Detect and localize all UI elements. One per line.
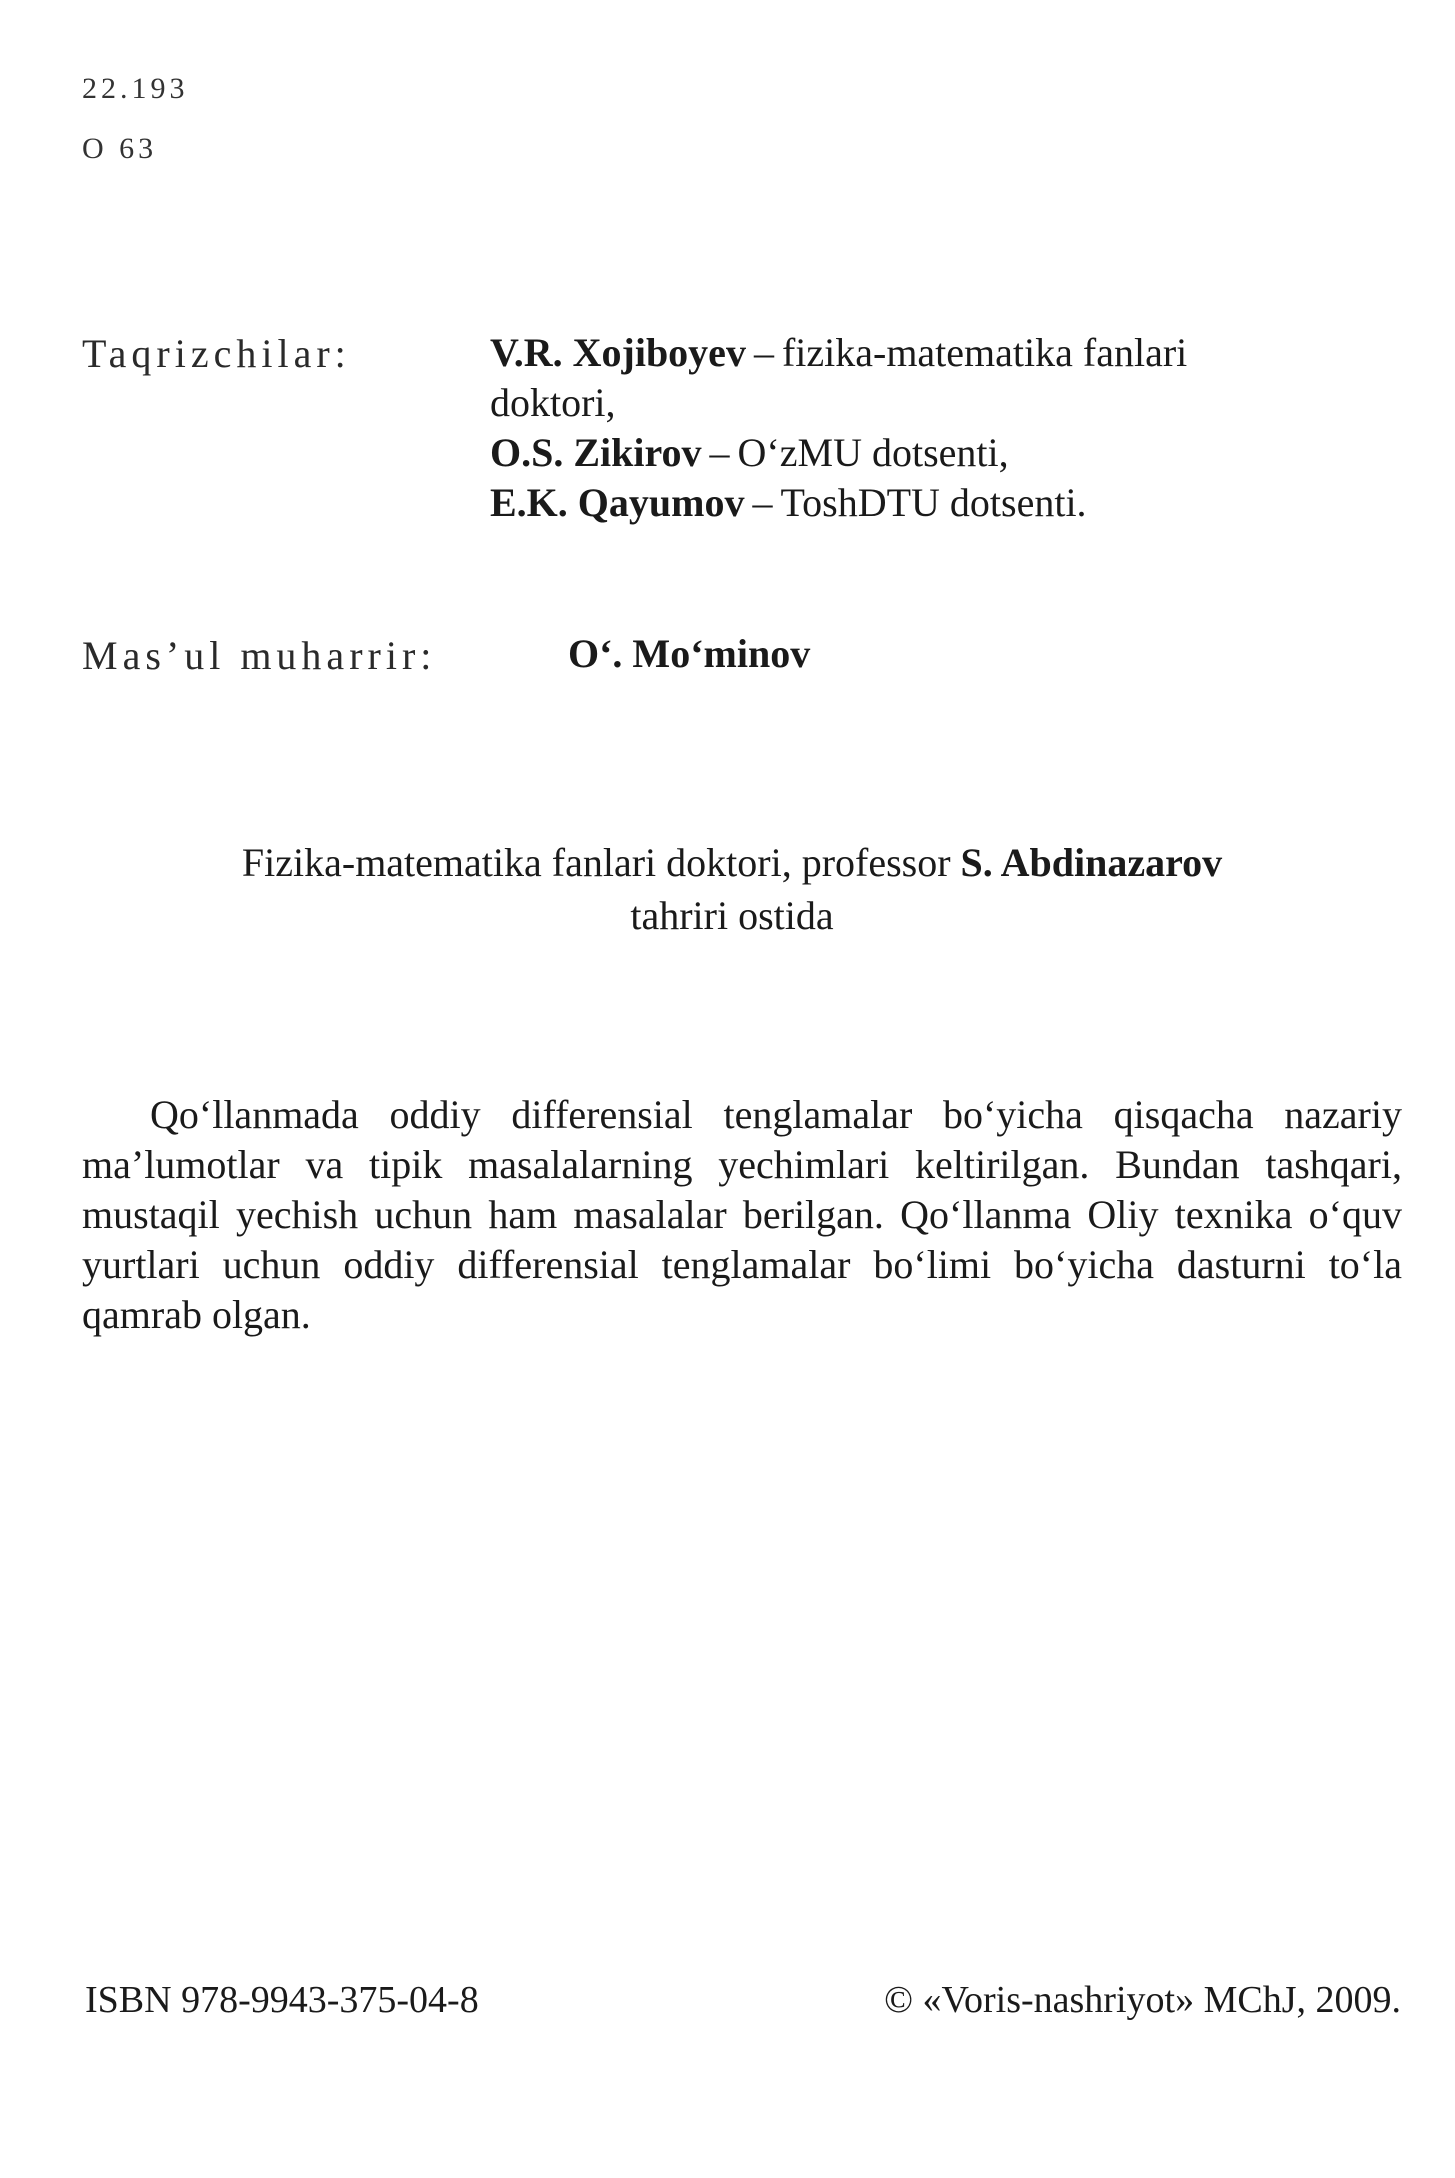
copyright: © «Voris-nashriyot» MChJ, 2009. xyxy=(884,1979,1401,2021)
reviewers-label: Taqrizchilar: xyxy=(82,331,351,376)
reviewer-line xyxy=(490,478,1390,528)
dash: – xyxy=(753,330,774,375)
dash: – xyxy=(752,480,773,525)
classification-code-author: O 63 xyxy=(82,132,158,165)
classification-code-udc: 22.193 xyxy=(82,72,189,105)
reviewers-list xyxy=(490,328,1390,528)
reviewer-desc: ToshDTU dotsenti. xyxy=(780,480,1087,525)
editor-in-chief-name: S. Abdinazarov xyxy=(960,840,1223,885)
edited-by-line xyxy=(82,836,1382,889)
reviewer-desc: fizika-matematika fanlari xyxy=(781,330,1188,375)
reviewer-line xyxy=(490,378,1390,428)
reviewer-line xyxy=(490,328,1390,378)
reviewer-desc: O‘zMU dotsenti, xyxy=(737,430,1009,475)
responsible-editor-name: O‘. Mo‘minov xyxy=(568,631,811,676)
reviewer-desc: doktori, xyxy=(490,380,616,425)
edited-by-block xyxy=(82,836,1382,942)
dash: – xyxy=(709,430,730,475)
abstract-paragraph: Qo‘llanmada oddiy differensial tenglamalar bo‘yicha qisqacha nazariy ma’lumotlar va tipik masalalarning yechimlari keltirilgan. Bundan tashqari, mustaqil yechish uchun ham masalalar berilgan. Qo‘llanma Oliy texnika o‘quv yurtlari uchun oddiy differensial tenglamalar bo‘limi bo‘yicha dasturni to‘la qamrab olgan. xyxy=(82,1092,1402,1337)
edited-by-suffix: tahriri ostida xyxy=(630,893,834,938)
responsible-editor-label: Mas’ul muharrir: xyxy=(82,633,437,678)
isbn: ISBN 978-9943-375-04-8 xyxy=(85,1979,479,2021)
reviewer-name: V.R. Xojiboyev xyxy=(490,330,746,375)
reviewer-name: O.S. Zikirov xyxy=(490,430,702,475)
reviewer-name: E.K. Qayumov xyxy=(490,480,745,525)
edited-by-prefix: Fizika-matematika fanlari doktori, professor xyxy=(241,840,961,885)
reviewer-line xyxy=(490,428,1390,478)
